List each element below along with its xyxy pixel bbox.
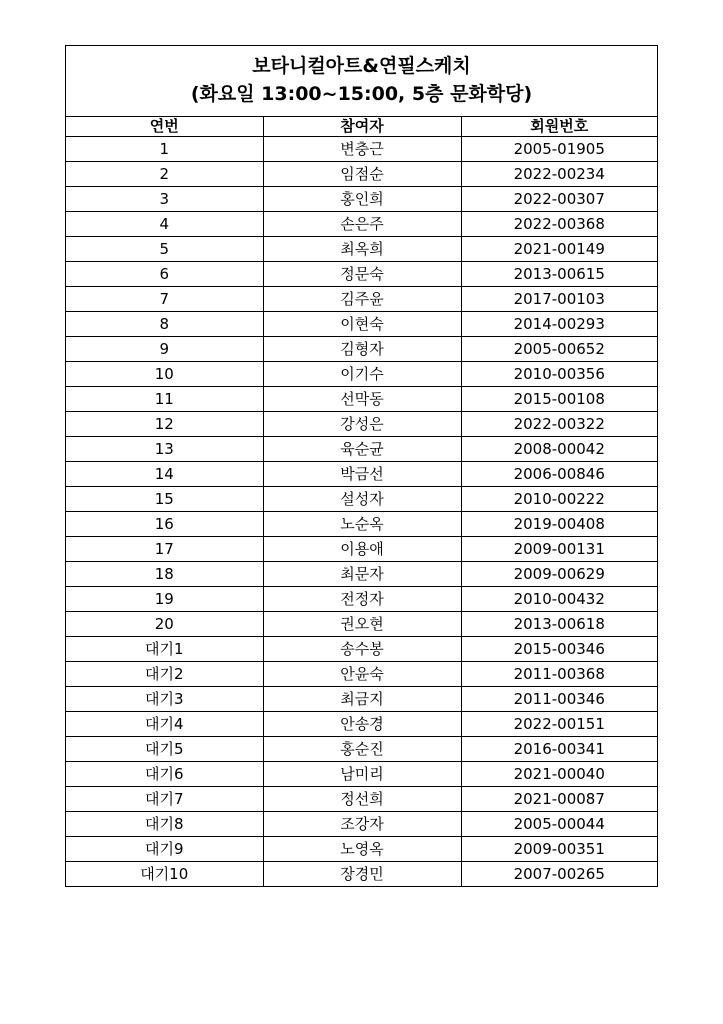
participant-name: 정선희	[263, 787, 461, 812]
member-id: 2019-00408	[461, 512, 657, 537]
member-id: 2011-00346	[461, 687, 657, 712]
row-number: 12	[66, 412, 263, 437]
table-row	[66, 612, 657, 637]
participant-name: 안송경	[263, 712, 461, 737]
participant-sheet	[65, 45, 658, 887]
participant-name: 강성은	[263, 412, 461, 437]
row-number: 대기8	[66, 812, 263, 837]
participant-name: 노영옥	[263, 837, 461, 862]
table-row	[66, 587, 657, 612]
table-row	[66, 837, 657, 862]
member-id: 2022-00322	[461, 412, 657, 437]
row-number: 11	[66, 387, 263, 412]
member-id: 2014-00293	[461, 312, 657, 337]
row-number: 대기4	[66, 712, 263, 737]
member-id: 2005-00044	[461, 812, 657, 837]
class-title: 보타니컬아트&연필스케치	[252, 55, 471, 77]
member-id: 2021-00040	[461, 762, 657, 787]
row-number: 대기9	[66, 837, 263, 862]
table-row	[66, 462, 657, 487]
member-id: 2005-00652	[461, 337, 657, 362]
participant-name: 노순옥	[263, 512, 461, 537]
participant-name: 최문자	[263, 562, 461, 587]
table-row	[66, 312, 657, 337]
participant-name: 변충근	[263, 137, 461, 162]
row-number: 15	[66, 487, 263, 512]
row-number: 18	[66, 562, 263, 587]
table-body	[66, 137, 657, 887]
member-id: 2013-00615	[461, 262, 657, 287]
row-number: 13	[66, 437, 263, 462]
member-id: 2009-00629	[461, 562, 657, 587]
row-number: 16	[66, 512, 263, 537]
participant-name: 최금지	[263, 687, 461, 712]
table-row	[66, 787, 657, 812]
member-id: 2022-00234	[461, 162, 657, 187]
table-row	[66, 437, 657, 462]
member-id: 2008-00042	[461, 437, 657, 462]
row-number: 6	[66, 262, 263, 287]
participant-name: 이용애	[263, 537, 461, 562]
row-number: 20	[66, 612, 263, 637]
member-id: 2010-00356	[461, 362, 657, 387]
table-row	[66, 562, 657, 587]
header-number: 연번	[66, 117, 263, 137]
participant-name: 이현숙	[263, 312, 461, 337]
participant-name: 손은주	[263, 212, 461, 237]
member-id: 2021-00087	[461, 787, 657, 812]
row-number: 대기6	[66, 762, 263, 787]
class-schedule: (화요일 13:00~15:00, 5층 문화학당)	[190, 83, 533, 105]
table-row	[66, 762, 657, 787]
table-row	[66, 637, 657, 662]
participant-name: 안윤숙	[263, 662, 461, 687]
table-row	[66, 862, 657, 887]
member-id: 2021-00149	[461, 237, 657, 262]
row-number: 7	[66, 287, 263, 312]
table-row	[66, 212, 657, 237]
row-number: 대기3	[66, 687, 263, 712]
member-id: 2007-00265	[513, 865, 605, 883]
participant-name: 정문숙	[263, 262, 461, 287]
participant-name: 송수봉	[263, 637, 461, 662]
row-number: 17	[66, 537, 263, 562]
table-row	[66, 737, 657, 762]
participant-table	[66, 117, 657, 886]
table-row	[66, 162, 657, 187]
row-number: 9	[66, 337, 263, 362]
row-number: 대기5	[66, 737, 263, 762]
table-row	[66, 662, 657, 687]
participant-name: 김주윤	[263, 287, 461, 312]
member-id: 2010-00222	[461, 487, 657, 512]
row-number: 대기10	[66, 862, 263, 887]
table-row	[66, 812, 657, 837]
participant-name: 남미리	[263, 762, 461, 787]
row-number: 대기7	[66, 787, 263, 812]
member-id: 2009-00131	[461, 537, 657, 562]
table-row	[66, 387, 657, 412]
table-row	[66, 412, 657, 437]
member-id: 2010-00432	[461, 587, 657, 612]
row-number: 1	[66, 137, 263, 162]
row-number: 대기1	[66, 637, 263, 662]
table-row	[66, 687, 657, 712]
header-member-id: 회원번호	[461, 117, 657, 137]
member-id: 2006-00846	[461, 462, 657, 487]
member-id: 2017-00103	[461, 287, 657, 312]
row-number: 8	[66, 312, 263, 337]
member-id: 2013-00618	[461, 612, 657, 637]
participant-name: 설성자	[263, 487, 461, 512]
member-id: 2016-00341	[461, 737, 657, 762]
participant-name: 박금선	[263, 462, 461, 487]
table-row	[66, 362, 657, 387]
participant-name: 홍인희	[263, 187, 461, 212]
participant-name: 이기수	[263, 362, 461, 387]
participant-name: 김형자	[263, 337, 461, 362]
participant-name: 전정자	[263, 587, 461, 612]
table-row	[66, 262, 657, 287]
participant-name: 장경민	[263, 862, 461, 887]
participant-name: 최옥희	[263, 237, 461, 262]
member-id: 2015-00346	[461, 637, 657, 662]
table-row	[66, 537, 657, 562]
table-row	[66, 512, 657, 537]
member-id: 2011-00368	[461, 662, 657, 687]
member-id: 2005-01905	[461, 137, 657, 162]
row-number: 14	[66, 462, 263, 487]
member-id: 2022-00368	[461, 212, 657, 237]
row-number: 10	[66, 362, 263, 387]
row-number: 19	[66, 587, 263, 612]
member-id: 2022-00307	[461, 187, 657, 212]
table-row	[66, 237, 657, 262]
member-id: 2022-00151	[461, 712, 657, 737]
header-participant: 참여자	[263, 117, 461, 137]
row-number: 3	[66, 187, 263, 212]
table-row	[66, 487, 657, 512]
member-id: 2015-00108	[461, 387, 657, 412]
table-row	[66, 287, 657, 312]
member-id: 2009-00351	[461, 837, 657, 862]
row-number: 5	[66, 237, 263, 262]
table-row	[66, 337, 657, 362]
header-row	[66, 117, 657, 137]
row-number: 대기2	[66, 662, 263, 687]
participant-name: 선막동	[263, 387, 461, 412]
table-row	[66, 712, 657, 737]
participant-name: 육순균	[263, 437, 461, 462]
participant-name: 권오현	[263, 612, 461, 637]
table-row	[66, 187, 657, 212]
participant-name: 임점순	[263, 162, 461, 187]
participant-name: 홍순진	[263, 737, 461, 762]
table-row	[66, 137, 657, 162]
row-number: 4	[66, 212, 263, 237]
row-number: 2	[66, 162, 263, 187]
participant-name: 조강자	[263, 812, 461, 837]
title-block	[66, 46, 657, 117]
